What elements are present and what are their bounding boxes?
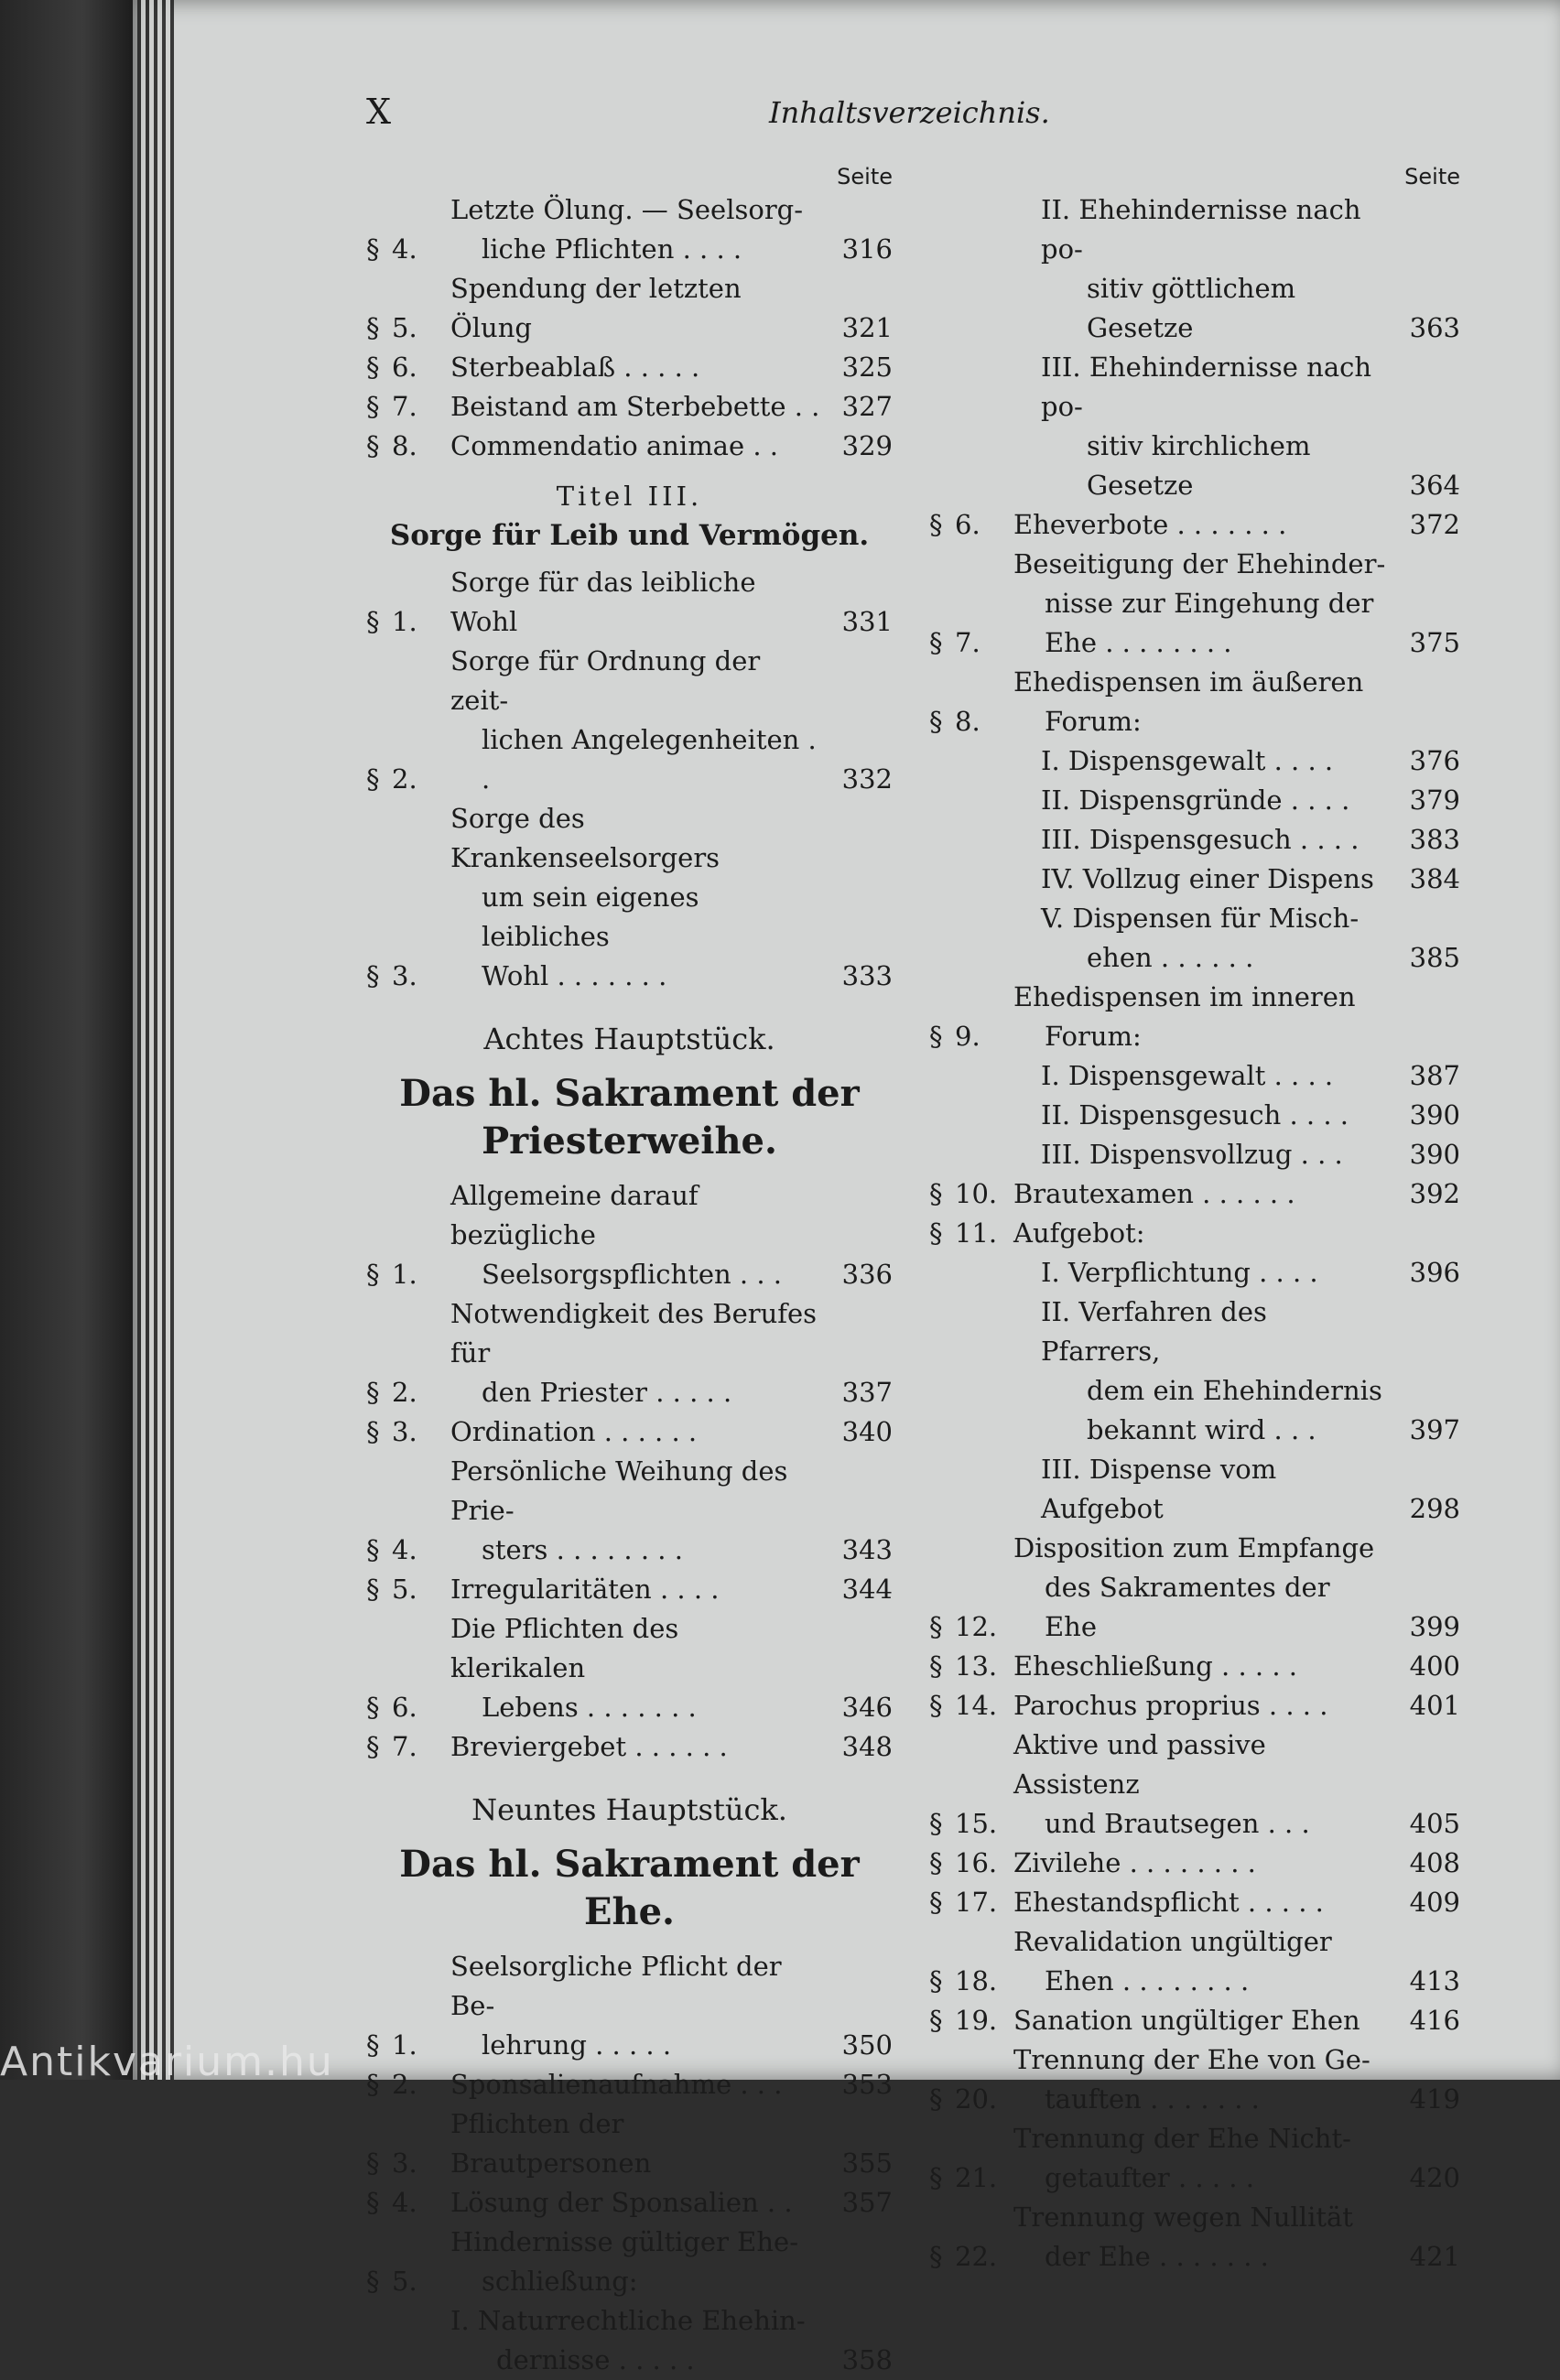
toc-entry: § 8. Ehedispensen im äußeren Forum: [929,666,1364,737]
toc-entry: § 6. Die Pflichten des klerikalen Lebens . . . . . . . 346 [366,1613,893,1723]
toc-subentry: III. Dispensvollzug . . . 390 [1041,1139,1460,1170]
toc-entry: § 3. Pflichten der Brautpersonen 355 [366,2108,893,2179]
toc-entry: § 5. Irregularitäten . . . . 344 [366,1574,893,1605]
toc-subentry: III. Ehehindernisse nach po- sitiv kirchlichem Gesetze 364 [1041,352,1460,501]
toc-right-column [929,163,1460,2277]
toc-entry: § 7. Beistand am Sterbebette . . 327 [366,391,893,422]
toc-entry: § 1. Sorge für das leibliche Wohl 331 [366,567,893,637]
toc-entry: § 10. Brautexamen . . . . . . 392 [929,1178,1460,1209]
toc-subentry: IV. Vollzug einer Dispens 384 [1041,863,1460,894]
toc-subentry: V. Dispensen für Misch- ehen . . . . . . 385 [1041,903,1460,973]
toc-subentry: I. Verpflichtung . . . . 396 [1041,1257,1460,1288]
toc-entry: § 5. Hindernisse gültiger Ehe- schließung: [366,2226,798,2297]
page-header [366,92,1465,137]
toc-subentry: II. Ehehindernisse nach po- sitiv göttlichem Gesetze 363 [1041,194,1460,343]
toc-entry: § 14. Parochus proprius . . . . 401 [929,1690,1460,1721]
toc-subentry: I. Dispensgewalt . . . . 376 [1041,745,1460,776]
toc-left-column [366,163,893,2380]
book-spine [0,0,137,2080]
chapter-title: Das hl. Sakrament der Ehe. [399,1843,860,1933]
toc-entry: § 18. Revalidation ungültiger Ehen . . . . . . . . 413 [929,1926,1460,1996]
page-number: X [366,92,392,132]
toc-entry: § 5. Spendung der letzten Ölung 321 [366,273,893,343]
toc-entry: § 1. Seelsorgliche Pflicht der Be- lehrung . . . . . 350 [366,1951,893,2061]
chapter-heading: Achtes Hauptstück. [483,1022,775,1056]
toc-subentry: II. Dispensgründe . . . . 379 [1041,784,1460,816]
toc-entry: § 9. Ehedispensen im inneren Forum: [929,981,1356,1052]
toc-entry: § 20. Trennung der Ehe von Ge- tauften . . . . . . . 419 [929,2044,1460,2115]
toc-entry: § 2. Notwendigkeit des Berufes für den Priester . . . . . 337 [366,1298,893,1408]
toc-entry: § 7. Beseitigung der Ehehinder- nisse zur Eingehung der Ehe . . . . . . . . 375 [929,548,1460,658]
toc-subentry: I. Naturrechtliche Ehehin- dernisse . . . . . 358 [450,2305,893,2375]
toc-entry: § 15. Aktive und passive Assistenz und Brautsegen . . . 405 [929,1729,1460,1839]
toc-subentry: I. Dispensgewalt . . . . 387 [1041,1060,1460,1091]
section-title: Sorge für Leib und Vermögen. [389,519,870,552]
page-edge [137,0,174,2080]
toc-subentry: II. Verfahren des Pfarrers, dem ein Ehehindernis bekannt wird . . . 397 [1041,1296,1460,1445]
seite-label: Seite [837,164,893,189]
toc-entry: § 4. Persönliche Weihung des Prie- sters . . . . . . . . 343 [366,1455,893,1565]
section-heading: Titel III. [556,481,703,512]
toc-entry: § 3. Ordination . . . . . . 340 [366,1416,893,1447]
toc-entry: § 3. Sorge des Krankenseelsorgers um sein eigenes leibliches Wohl . . . . . . . 333 [366,803,893,991]
chapter-title: Das hl. Sakrament der Priesterweihe. [399,1072,860,1163]
toc-entry: § 6. Sterbeablaß . . . . . 325 [366,352,893,383]
running-title: Inhaltsverzeichnis. [769,95,1050,130]
toc-entry: § 17. Ehestandspflicht . . . . . 409 [929,1887,1460,1918]
toc-entry: § 13. Eheschließung . . . . . 400 [929,1650,1460,1682]
toc-entry: § 1. Allgemeine darauf bezügliche Seelsorgspflichten . . . 336 [366,1180,893,1290]
seite-label: Seite [1404,164,1460,189]
toc-subentry: III. Dispense vom Aufgebot 298 [1041,1454,1460,1524]
watermark: Antikvarium.hu [0,2039,334,2085]
toc-subentry: III. Dispensgesuch . . . . 383 [1041,824,1460,855]
toc-entry: § 21. Trennung der Ehe Nicht- getaufter . . . . . 420 [929,2123,1460,2193]
toc-entry: § 4. Lösung der Sponsalien . . 357 [366,2187,893,2218]
toc-entry: § 2. Sorge für Ordnung der zeit- lichen Angelegenheiten . . 332 [366,645,893,795]
toc-entry: § 6. Eheverbote . . . . . . . 372 [929,509,1460,540]
chapter-heading: Neuntes Hauptstück. [471,1792,787,1827]
toc-entry: § 22. Trennung wegen Nullität der Ehe . . . . . . . 421 [929,2202,1460,2272]
toc-entry: § 12. Disposition zum Empfange des Sakramentes der Ehe 399 [929,1532,1460,1642]
toc-entry: § 7. Breviergebet . . . . . . 348 [366,1731,893,1762]
toc-entry: § 19. Sanation ungültiger Ehen 416 [929,2005,1460,2036]
toc-entry: § 11. Aufgebot: [929,1217,1145,1249]
toc-subentry: II. Dispensgesuch . . . . 390 [1041,1099,1460,1130]
toc-entry: § 16. Zivilehe . . . . . . . . 408 [929,1847,1460,1878]
toc-entry: § 4. Letzte Ölung. — Seelsorg- liche Pflichten . . . . 316 [366,194,893,265]
toc-entry: § 2. Sponsalienaufnahme . . . 353 [366,2069,893,2100]
toc-entry: § 8. Commendatio animae . . 329 [366,430,893,461]
